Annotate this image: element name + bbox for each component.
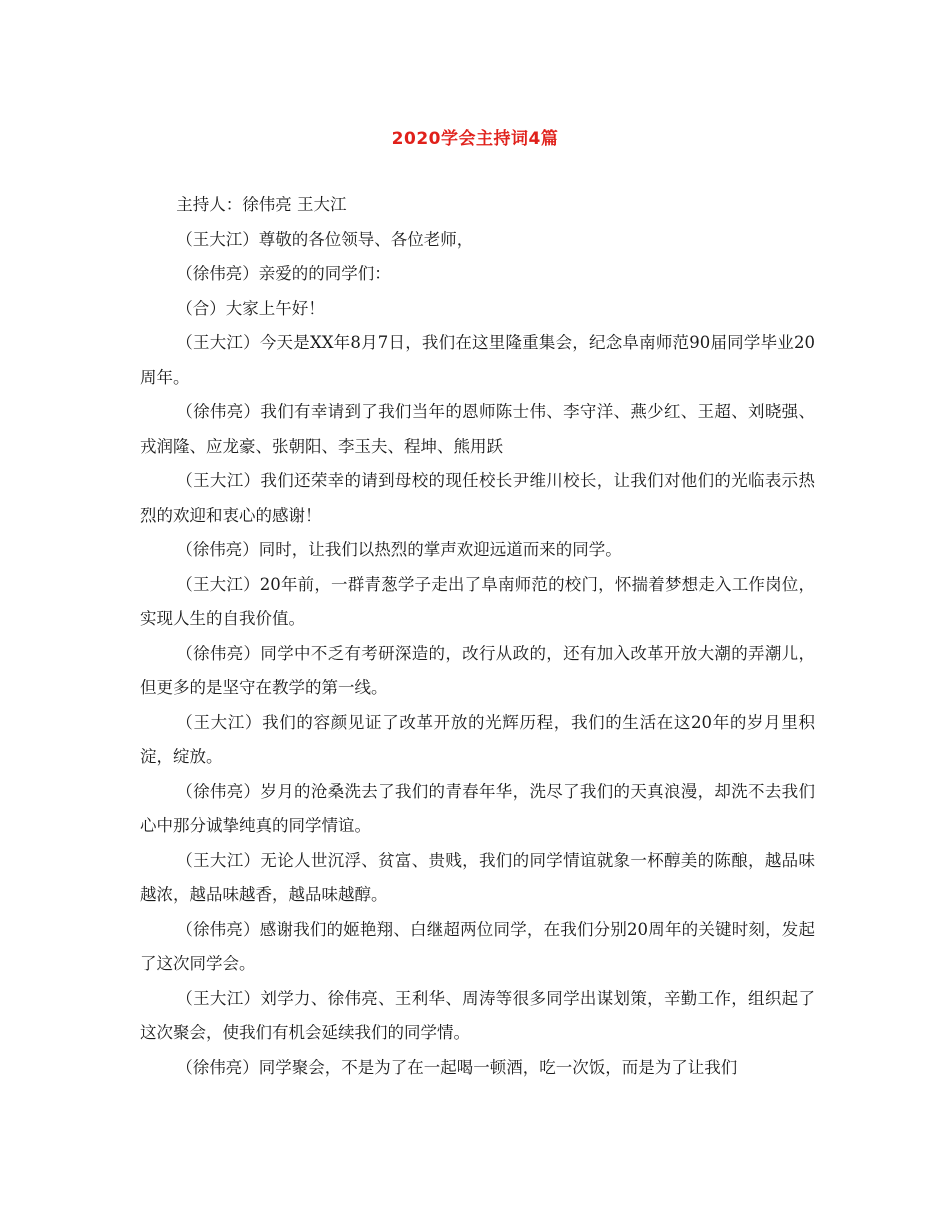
paragraph: （王大江）刘学力、徐伟亮、王利华、周涛等很多同学出谋划策，辛勤工作，组织起了这次聚会，使我们有机会延续我们的同学情。 [140, 988, 815, 1042]
paragraph: （徐伟亮）同学聚会，不是为了在一起喝一顿酒，吃一次饭，而是为了让我们 [176, 1057, 738, 1077]
document-body [140, 188, 815, 1085]
paragraph: （徐伟亮）我们有幸请到了我们当年的恩师陈士伟、李守洋、燕少红、王超、刘晓强、戎润隆、应龙豪、张朝阳、李玉夫、程坤、熊用跃 [140, 402, 815, 456]
document-title: 2020学会主持词4篇 [391, 129, 559, 149]
paragraph: （王大江）无论人世沉浮、贫富、贵贱，我们的同学情谊就象一杯醇美的陈酿，越品味越浓，越品味越香，越品味越醇。 [140, 850, 815, 904]
paragraph: （王大江）我们的容颜见证了改革开放的光辉历程，我们的生活在这20年的岁月里积淀，绽放。 [140, 712, 815, 766]
paragraph: （王大江）20年前，一群青葱学子走出了阜南师范的校门，怀揣着梦想走入工作岗位，实现人生的自我价值。 [140, 574, 815, 628]
paragraph: （徐伟亮）同学中不乏有考研深造的，改行从政的，还有加入改革开放大潮的弄潮儿，但更多的是坚守在教学的第一线。 [140, 643, 815, 697]
paragraph: （王大江）我们还荣幸的请到母校的现任校长尹维川校长，让我们对他们的光临表示热烈的欢迎和衷心的感谢！ [140, 471, 815, 525]
paragraph: （合）大家上午好！ [176, 298, 325, 318]
paragraph: （徐伟亮）亲爱的的同学们： [176, 264, 391, 283]
paragraph: （徐伟亮）同时，让我们以热烈的掌声欢迎远道而来的同学。 [176, 540, 622, 559]
paragraph: （王大江）尊敬的各位领导、各位老师， [176, 229, 474, 249]
paragraph: （王大江）今天是XX年8月7日，我们在这里隆重集会，纪念阜南师范90届同学毕业20周年。 [140, 333, 815, 387]
paragraph: （徐伟亮）岁月的沧桑洗去了我们的青春年华，洗尽了我们的天真浪漫，却洗不去我们心中那分诚挚纯真的同学情谊。 [140, 781, 815, 835]
paragraph: （徐伟亮）感谢我们的姬艳翔、白继超两位同学，在我们分别20周年的关键时刻，发起了这次同学会。 [140, 919, 815, 973]
paragraph: 主持人：徐伟亮 王大江 [176, 195, 347, 214]
